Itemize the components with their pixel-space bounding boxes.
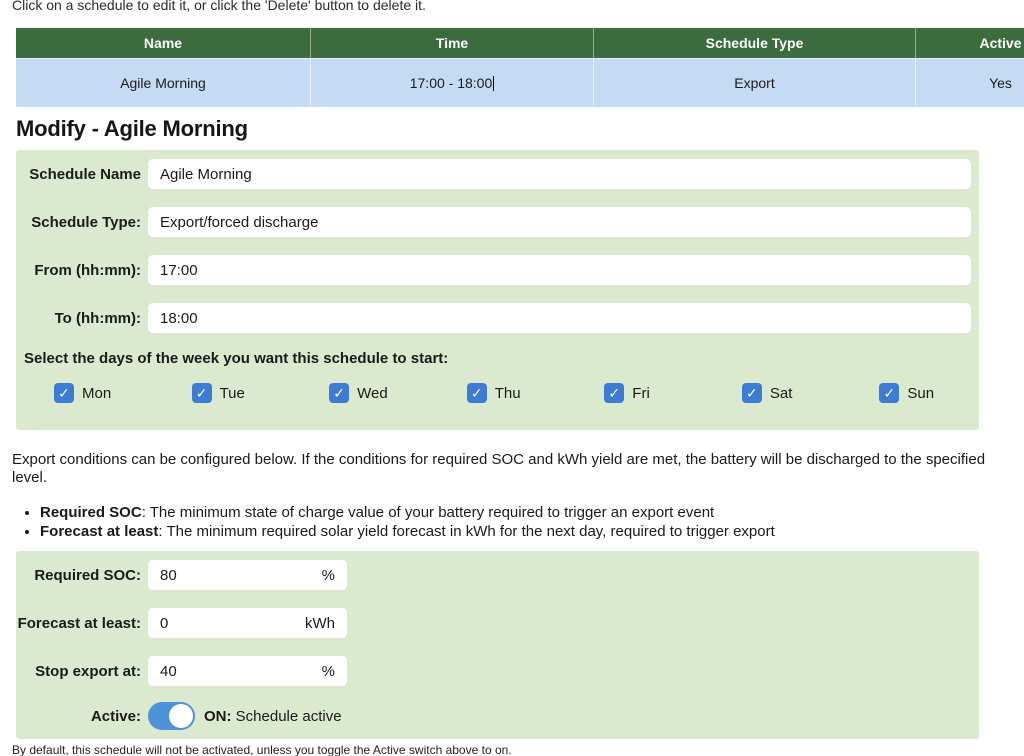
day-label-fri: Fri <box>632 384 650 402</box>
schedule-table-row[interactable] <box>16 58 1024 107</box>
stop-export-inputbox <box>148 656 347 686</box>
schedule-name-input[interactable] <box>148 159 971 189</box>
day-label-thu: Thu <box>494 384 521 402</box>
day-checkbox-wed[interactable] <box>329 383 349 403</box>
active-row <box>16 695 979 737</box>
active-state-text <box>204 708 342 725</box>
checkmark-icon: ✓ <box>195 385 208 401</box>
cell-schedule-type[interactable]: Export <box>593 59 915 107</box>
schedule-table-header <box>16 28 1024 58</box>
day-checkbox-sat[interactable] <box>742 383 762 403</box>
active-label: Active: <box>90 707 141 725</box>
from-time-input[interactable] <box>148 255 971 285</box>
checkmark-icon: ✓ <box>333 385 345 401</box>
cell-schedule-time[interactable] <box>310 59 593 107</box>
schedule-type-row <box>16 198 979 246</box>
modify-heading: Modify - Agile Morning <box>16 116 248 141</box>
day-cell-fri <box>566 383 704 403</box>
text-caret <box>493 76 494 91</box>
day-checkbox-thu[interactable] <box>467 383 487 403</box>
stop-export-row <box>16 647 979 695</box>
footnote: By default, this schedule will not be activated, unless you toggle the Active switch above to on. <box>12 743 512 756</box>
day-checkbox-tue[interactable] <box>192 383 212 403</box>
day-cell-sun <box>841 383 979 403</box>
day-cell-sat <box>704 383 842 403</box>
required-soc-row <box>16 551 979 599</box>
to-time-row <box>16 294 979 342</box>
forecast-label: Forecast at least: <box>17 614 141 632</box>
required-soc-input[interactable] <box>160 567 322 584</box>
page-instruction: Click on a schedule to edit it, or click the 'Delete' button to delete it. <box>12 0 426 13</box>
day-label-sun: Sun <box>907 384 935 402</box>
bullet-forecast <box>40 522 1024 541</box>
schedule-time-value: 17:00 - 18:00 <box>409 75 493 91</box>
active-state-description: Schedule active <box>235 707 342 725</box>
day-label-wed: Wed <box>357 384 388 402</box>
required-soc-inputbox <box>148 560 347 590</box>
stop-export-input[interactable] <box>160 663 322 680</box>
toggle-knob <box>169 704 193 728</box>
checkmark-icon: ✓ <box>883 385 896 401</box>
export-conditions-panel <box>16 551 979 739</box>
schedule-name-label: Schedule Name <box>29 165 141 183</box>
checkmark-icon: ✓ <box>58 385 70 401</box>
forecast-row <box>16 599 979 647</box>
stop-export-unit: % <box>321 662 335 680</box>
cell-schedule-name[interactable]: Agile Morning <box>120 75 206 91</box>
from-time-row <box>16 246 979 294</box>
day-label-mon: Mon <box>82 384 112 402</box>
schedule-edit-panel <box>16 150 979 430</box>
active-toggle[interactable] <box>148 702 195 730</box>
days-prompt: Select the days of the week you want this schedule to start: <box>24 350 449 367</box>
day-label-tue: Tue <box>219 384 245 402</box>
export-conditions-bullets <box>16 503 1024 541</box>
bullet-required-soc <box>40 503 1024 522</box>
bullet-forecast-term: Forecast at least <box>40 523 159 540</box>
stop-export-label: Stop export at: <box>35 662 141 680</box>
forecast-inputbox <box>148 608 347 638</box>
day-cell-tue <box>154 383 292 403</box>
column-header-active: Active <box>915 28 1024 58</box>
checkmark-icon: ✓ <box>608 385 621 401</box>
day-label-sat: Sat <box>769 384 793 402</box>
days-checkbox-row <box>16 383 979 403</box>
bullet-required-soc-term: Required SOC <box>40 504 142 521</box>
to-time-label: To (hh:mm): <box>54 309 141 327</box>
required-soc-unit: % <box>321 566 335 584</box>
required-soc-label: Required SOC: <box>34 566 141 584</box>
column-header-name: Name <box>143 35 183 51</box>
column-header-time: Time <box>310 28 593 58</box>
day-checkbox-mon[interactable] <box>54 383 74 403</box>
day-cell-mon <box>16 383 154 403</box>
schedule-table <box>16 28 1024 107</box>
day-checkbox-fri[interactable] <box>604 383 624 403</box>
cell-schedule-active[interactable]: Yes <box>915 59 1024 107</box>
schedule-type-input[interactable] <box>148 207 971 237</box>
to-time-input[interactable] <box>148 303 971 333</box>
day-checkbox-sun[interactable] <box>879 383 899 403</box>
schedule-name-row <box>16 150 979 198</box>
bullet-required-soc-text: : The minimum state of charge value of your battery required to trigger an export event <box>141 504 715 521</box>
schedule-type-label: Schedule Type: <box>31 213 141 231</box>
column-header-schedule-type: Schedule Type <box>593 28 915 58</box>
from-time-label: From (hh:mm): <box>34 261 141 279</box>
forecast-unit: kWh <box>305 614 335 632</box>
day-cell-wed <box>291 383 429 403</box>
export-conditions-intro: Export conditions can be configured below. If the conditions for required SOC and kWh yield are met, the battery will be discharged to the specified level. <box>12 451 986 486</box>
forecast-input[interactable] <box>160 615 305 632</box>
active-state-on: ON: <box>204 707 232 725</box>
bullet-forecast-text: : The minimum required solar yield forecast in kWh for the next day, required to trigger export <box>158 523 775 540</box>
checkmark-icon: ✓ <box>745 385 758 401</box>
checkmark-icon: ✓ <box>470 385 483 401</box>
day-cell-thu <box>429 383 567 403</box>
